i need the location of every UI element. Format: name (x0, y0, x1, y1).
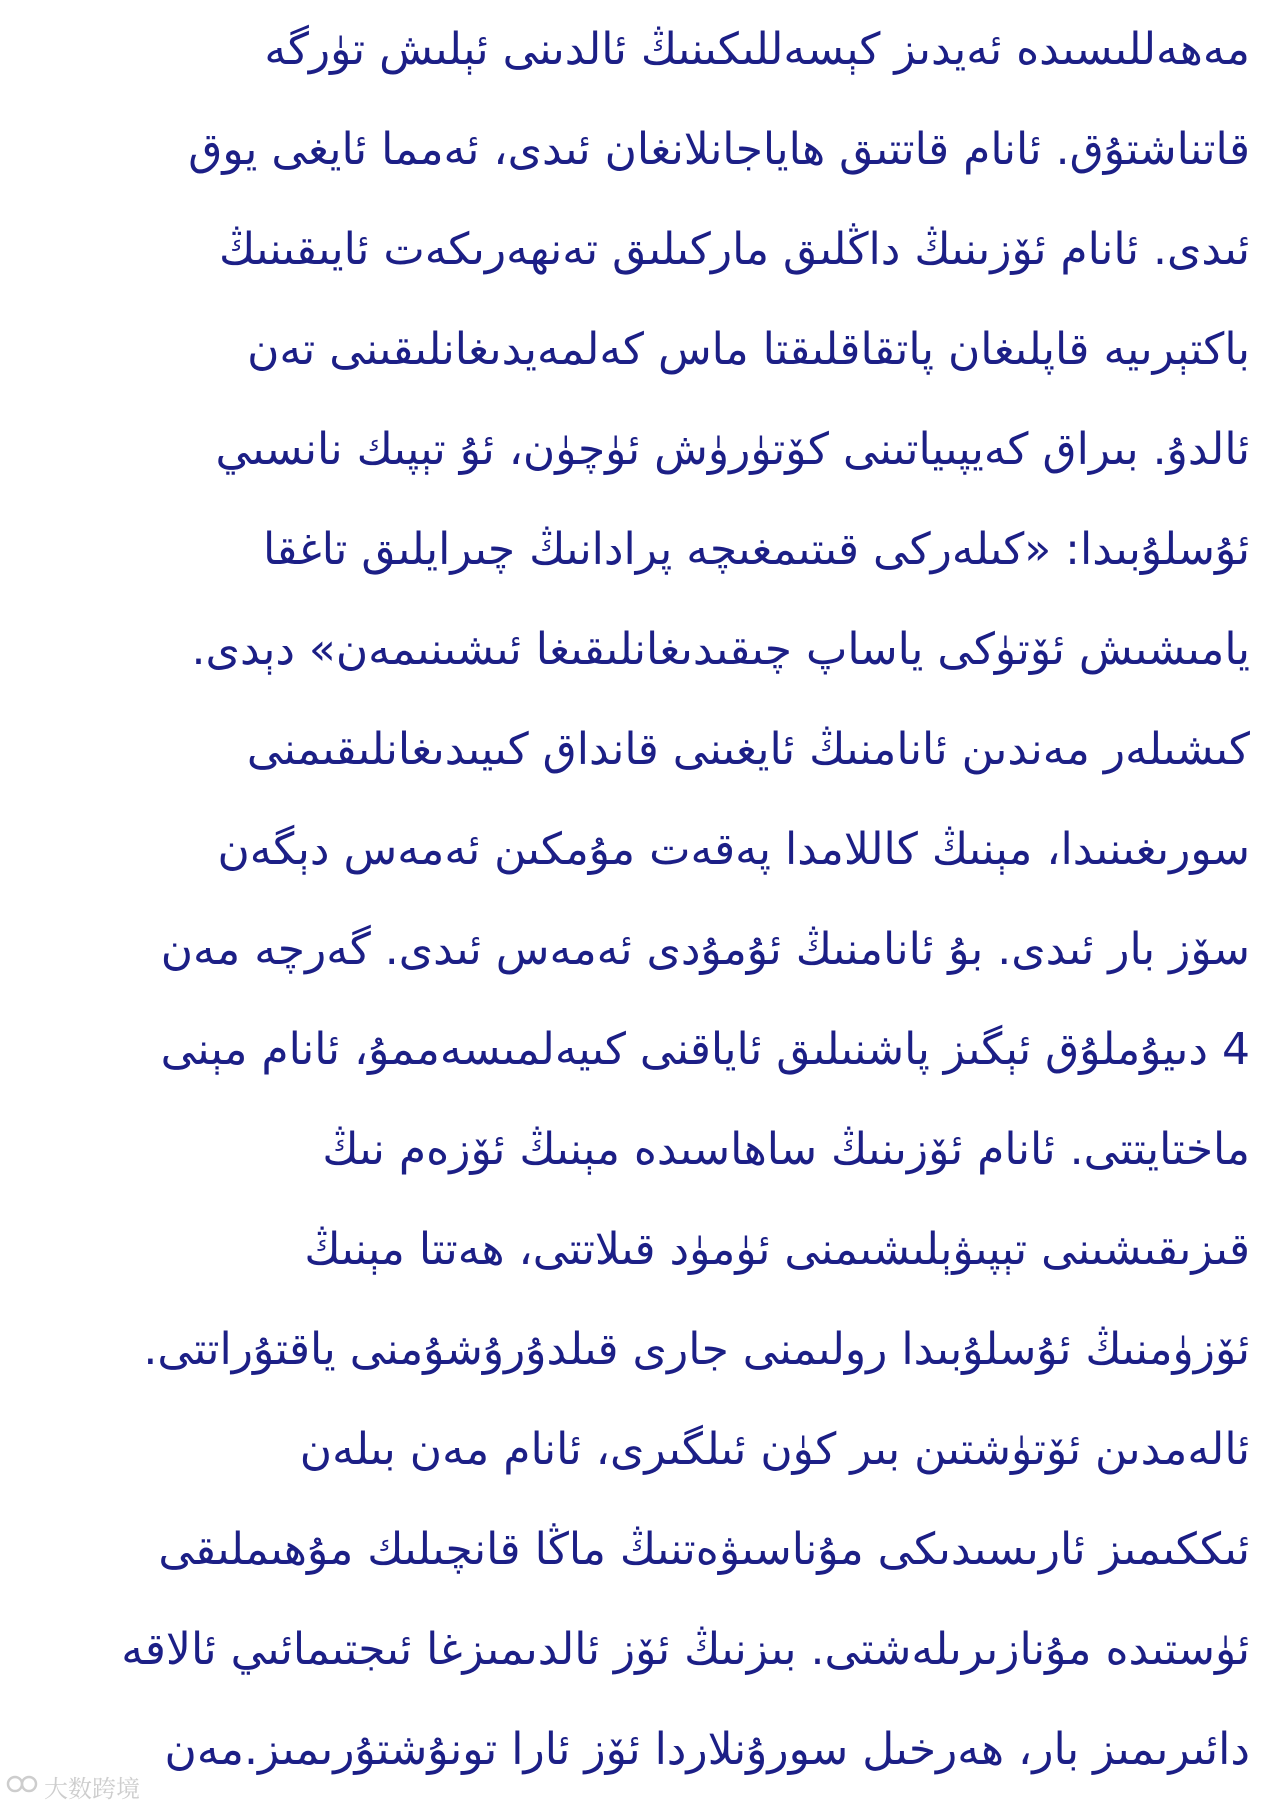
text-line-8: كىشىلەر مەندىن ئانامنىڭ ئايغىنى قانداق كىيىدىغانلىقىمنى (246, 724, 1250, 775)
text-line-15: ئالەمدىن ئۆتۈشتىن بىر كۈن ئىلگىرى، ئانام مەن بىلەن (299, 1424, 1250, 1475)
text-line-1: مەھەللىسىدە ئەيدىز كېسەللىكىنىڭ ئالدىنى ئېلىش تۈرگە (264, 24, 1250, 75)
text-line-18: دائىرىمىز بار، ھەرخىل سورۇنلاردا ئۆز ئارا تونۇشتۇرىمىز.مەن (164, 1724, 1250, 1775)
text-line-3: ئىدى. ئانام ئۆزىنىڭ داڭلىق ماركىلىق تەنھەرىكەت ئايىقىنىڭ (218, 224, 1250, 275)
text-line-5: ئالدۇ. بىراق كەيپىياتىنى كۆتۈرۈش ئۈچۈن، ئۇ تېپىك نانسىي (215, 424, 1250, 475)
text-line-11: 4 دىيۇملۇق ئېگىز پاشنىلىق ئاياقنى كىيەلمىسەممۇ، ئانام مېنى (160, 1024, 1250, 1075)
text-line-10: سۆز بار ئىدى. بۇ ئانامنىڭ ئۇمۇدى ئەمەس ئىدى. گەرچە مەن (160, 924, 1250, 975)
text-line-16: ئىككىمىز ئارىسىدىكى مۇناسىۋەتنىڭ ماڭا قانچىلىك مۇھىملىقى (158, 1524, 1250, 1575)
watermark (6, 1769, 140, 1804)
text-line-17: ئۈستىدە مۇنازىرىلەشتى. بىزنىڭ ئۆز ئالدىمىزغا ئىجتىمائىي ئالاقە (121, 1624, 1250, 1675)
text-line-2: قاتناشتۇق. ئانام قاتتىق ھاياجانلانغان ئىدى، ئەمما ئايغى يوق (188, 124, 1250, 175)
text-line-6: ئۇسلۇبىدا: «كىلەركى قىتىمغىچە پرادانىڭ چىرايلىق تاغقا (263, 524, 1250, 575)
text-line-14: ئۆزۈمنىڭ ئۇسلۇبىدا رولىمنى جارى قىلدۇرۇشۇمنى ياقتۇراتتى. (143, 1324, 1250, 1375)
logo-icon (6, 1773, 40, 1801)
text-line-7: يامىشىش ئۆتۈكى ياساپ چىقىدىغانلىقىغا ئىشىنىمەن» دېدى. (191, 624, 1250, 675)
text-line-4: باكتېرىيە قاپلىغان پاتقاقلىقتا ماس كەلمەيدىغانلىقىنى تەن (247, 324, 1250, 375)
text-line-12: ماختايتتى. ئانام ئۆزىنىڭ ساھاسىدە مېنىڭ ئۆزەم نىڭ (322, 1124, 1250, 1175)
text-line-9: سورىغىنىدا، مېنىڭ كاللامدا پەقەت مۇمكىن ئەمەس دېگەن (217, 824, 1250, 875)
watermark-text: 大数跨境 (44, 1775, 140, 1803)
text-line-13: قىزىقىشىنى تېپىۋېلىشىمنى ئۈمۈد قىلاتتى، ھەتتا مېنىڭ (304, 1224, 1250, 1275)
article-text (55, 0, 1250, 1800)
